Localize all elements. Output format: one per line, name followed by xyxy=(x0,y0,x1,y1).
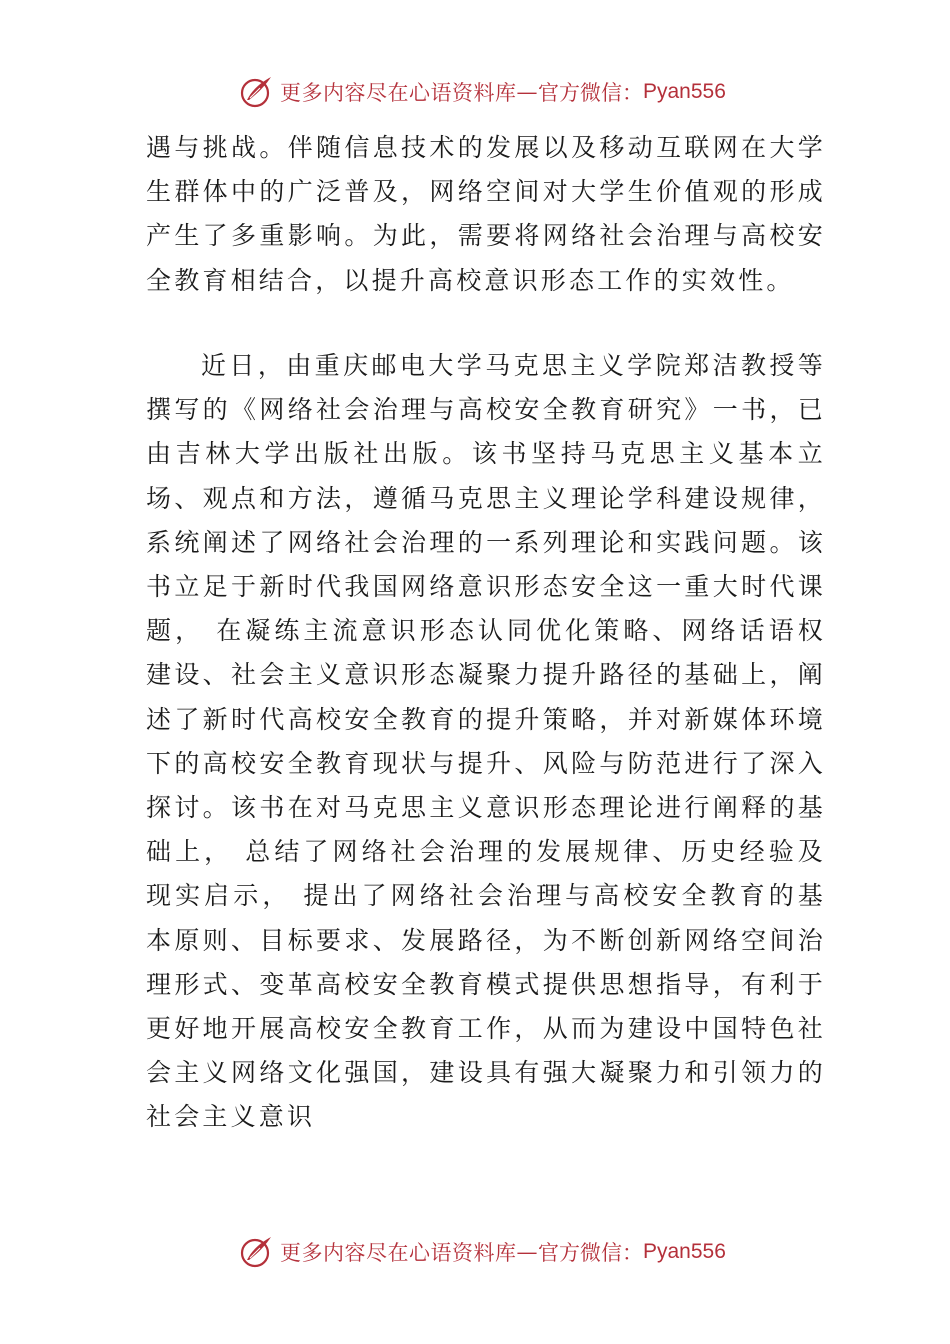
paragraph-1: 遇与挑战。伴随信息技术的发展以及移动互联网在大学生群体中的广泛普及，网络空间对大学生价值观的形成产生了多重影响。为此，需要将网络社会治理与高校安全教育相结合，以提升高校意识形态工作的实效性。 xyxy=(146,133,826,295)
quill-logo-icon xyxy=(238,74,274,110)
watermark-wechat-id: Pyan556 xyxy=(643,1240,726,1263)
watermark-separator: — xyxy=(516,1240,538,1264)
paragraph-2: 近日，由重庆邮电大学马克思主义学院郑洁教授等撰写的《网络社会治理与高校安全教育研究》一书，已由吉林大学出版社出版。该书坚持马克思主义基本立场、观点和方法，遵循马克思主义理论学科建设规律，系统阐述了网络社会治理的一系列理论和实践问题。该书立足于新时代我国网络意识形态安全这一重大时代课题， 在凝练主流意识形态认同优化策略、网络话语权建设、社会主义意识形态凝聚力提升路径的基础上，阐述了新时代高校安全教育的提升策略，并对新媒体环境下的高校安全教育现状与提升、风险与防范进行了深入探讨。该书在对马克思主义意识形态理论进行阐释的基础上， 总结了网络社会治理的发展规律、历史经验及现实启示， 提出了网络社会治理与高校安全教育的基本原则、目标要求、发展路径，为不断创新网络空间治理形式、变革高校安全教育模式提供思想指导，有利于更好地开展高校安全教育工作，从而为建设中国特色社会主义网络文化强国，建设具有强大凝聚力和引领力的社会主义意识 xyxy=(146,351,826,1132)
watermark-separator: — xyxy=(516,80,538,104)
watermark-wechat-label: 官方微信： xyxy=(538,81,643,105)
header-watermark xyxy=(238,72,726,112)
footer-watermark xyxy=(238,1232,726,1272)
quill-logo-icon xyxy=(238,1234,274,1270)
watermark-wechat-id: Pyan556 xyxy=(643,80,726,103)
watermark-site-text: 更多内容尽在心语资料库 xyxy=(280,1241,517,1265)
watermark-site-text: 更多内容尽在心语资料库 xyxy=(280,81,517,105)
watermark-wechat-label: 官方微信： xyxy=(538,1241,643,1265)
